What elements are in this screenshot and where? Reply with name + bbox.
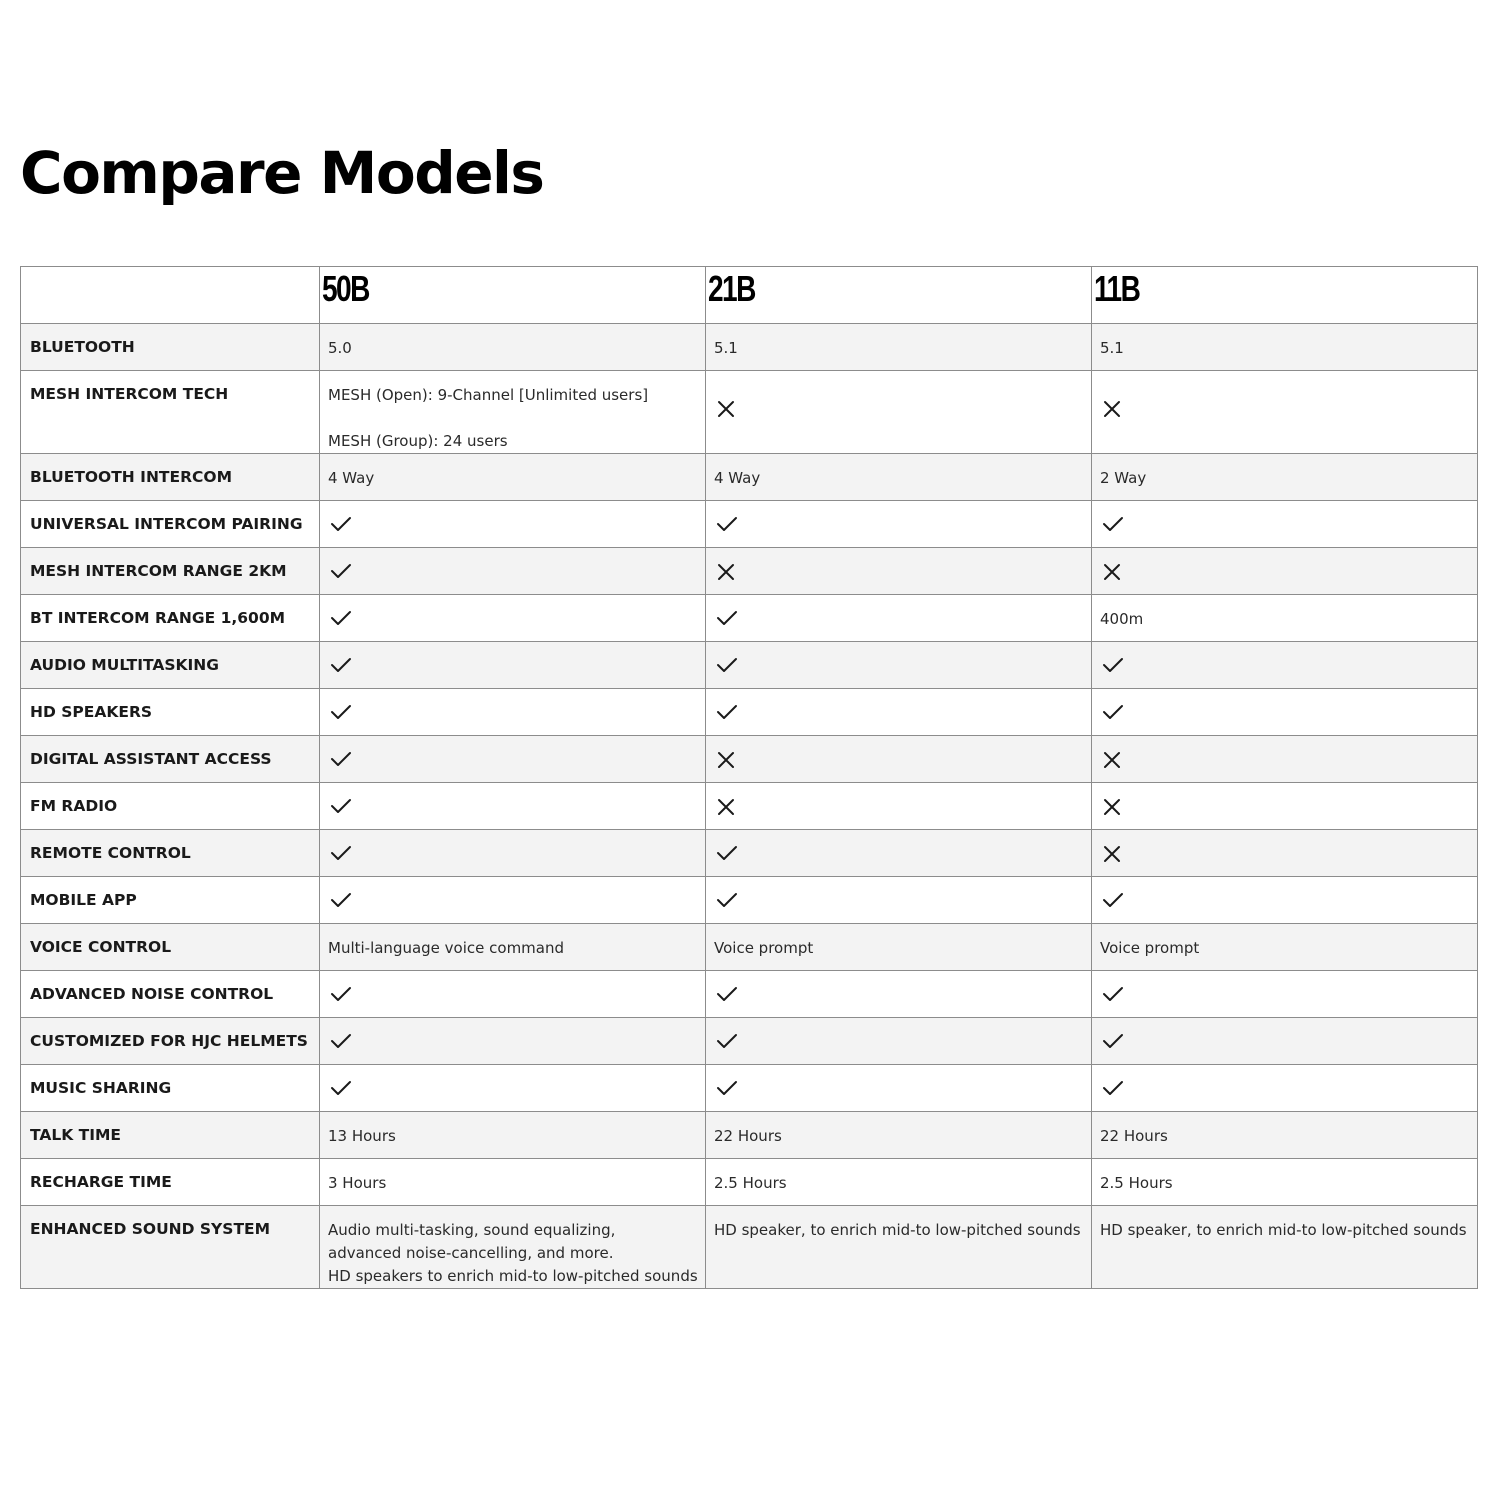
value-cell	[706, 1159, 1092, 1206]
value-cell	[1092, 324, 1478, 371]
value-cell	[1092, 924, 1478, 971]
value-text: 5.1	[1100, 339, 1124, 357]
feature-label: HD SPEAKERS	[30, 703, 153, 721]
value-cell	[1092, 1065, 1478, 1112]
value-cell	[706, 1018, 1092, 1065]
check-mark	[1092, 642, 1477, 674]
feature-cell	[21, 1206, 320, 1289]
value-text: HD speaker, to enrich mid-to low-pitched sounds	[714, 1221, 1081, 1239]
check-icon	[716, 609, 738, 627]
check-icon	[1102, 656, 1124, 674]
check-mark	[320, 1065, 705, 1097]
check-icon	[1102, 891, 1124, 909]
value-text: HD speaker, to enrich mid-to low-pitched sounds	[1100, 1221, 1467, 1239]
feature-label: MESH INTERCOM TECH	[30, 385, 229, 403]
feature-label: BLUETOOTH	[30, 338, 135, 356]
value-cell	[1092, 689, 1478, 736]
check-icon	[330, 750, 352, 768]
check-icon	[716, 1032, 738, 1050]
table-row	[21, 689, 1478, 736]
page-title: Compare Models	[20, 139, 544, 207]
value-cell	[320, 971, 706, 1018]
feature-cell	[21, 371, 320, 454]
value-cell	[1092, 1159, 1478, 1206]
value-text: 5.1	[714, 339, 738, 357]
feature-cell	[21, 1065, 320, 1112]
check-icon	[330, 1079, 352, 1097]
check-mark	[320, 971, 705, 1003]
check-mark	[706, 971, 1091, 1003]
table-row	[21, 642, 1478, 689]
model-header-cell	[320, 267, 706, 324]
feature-cell	[21, 1112, 320, 1159]
value-text: Audio multi-tasking, sound equalizing, advanced noise-cancelling, and more. HD speakers to enrich mid-to low-pitched sounds	[328, 1221, 698, 1285]
table-row	[21, 783, 1478, 830]
comparison-table	[20, 266, 1478, 1289]
feature-cell	[21, 971, 320, 1018]
table-row	[21, 548, 1478, 595]
value-text: Multi-language voice command	[328, 939, 565, 957]
check-icon	[716, 703, 738, 721]
feature-label: MESH INTERCOM RANGE 2KM	[30, 562, 287, 580]
check-mark	[1092, 1065, 1477, 1097]
value-text: 2.5 Hours	[714, 1174, 787, 1192]
value-cell	[320, 1112, 706, 1159]
value-cell	[1092, 548, 1478, 595]
value-cell	[706, 371, 1092, 454]
cross-mark	[1092, 371, 1477, 419]
table-row	[21, 324, 1478, 371]
value-cell	[320, 1018, 706, 1065]
table-row	[21, 736, 1478, 783]
header-row	[21, 267, 1478, 324]
check-icon	[330, 844, 352, 862]
value-cell	[1092, 595, 1478, 642]
feature-label: BT INTERCOM RANGE 1,600M	[30, 609, 286, 627]
value-text: MESH (Open): 9-Channel [Unlimited users] MESH (Group): 24 users	[328, 386, 649, 450]
feature-cell	[21, 548, 320, 595]
table-row	[21, 924, 1478, 971]
value-cell	[320, 548, 706, 595]
feature-label: MOBILE APP	[30, 891, 137, 909]
check-mark	[320, 689, 705, 721]
feature-label: CUSTOMIZED FOR HJC HELMETS	[30, 1032, 308, 1050]
cross-mark	[1092, 548, 1477, 582]
feature-cell	[21, 1018, 320, 1065]
value-cell	[706, 689, 1092, 736]
value-text: Voice prompt	[714, 939, 814, 957]
value-cell	[706, 1065, 1092, 1112]
cross-mark	[706, 371, 1091, 419]
feature-cell	[21, 877, 320, 924]
feature-cell	[21, 689, 320, 736]
table-row	[21, 971, 1478, 1018]
value-text: 2.5 Hours	[1100, 1174, 1173, 1192]
value-cell	[706, 548, 1092, 595]
value-cell	[1092, 454, 1478, 501]
check-mark	[1092, 689, 1477, 721]
value-cell	[706, 736, 1092, 783]
feature-cell	[21, 595, 320, 642]
feature-label: ADVANCED NOISE CONTROL	[30, 985, 274, 1003]
value-cell	[1092, 877, 1478, 924]
check-icon	[330, 985, 352, 1003]
value-cell	[706, 501, 1092, 548]
feature-cell	[21, 501, 320, 548]
check-icon	[716, 844, 738, 862]
value-text: 22 Hours	[714, 1127, 782, 1145]
check-mark	[706, 501, 1091, 533]
value-cell	[320, 642, 706, 689]
cross-icon	[716, 399, 736, 419]
check-icon	[330, 703, 352, 721]
feature-label: MUSIC SHARING	[30, 1079, 172, 1097]
cross-icon	[1102, 797, 1122, 817]
check-icon	[716, 1079, 738, 1097]
cross-mark	[1092, 830, 1477, 864]
value-text: 3 Hours	[328, 1174, 387, 1192]
value-cell	[1092, 971, 1478, 1018]
value-cell	[706, 877, 1092, 924]
value-cell	[320, 783, 706, 830]
value-cell	[320, 877, 706, 924]
check-mark	[1092, 501, 1477, 533]
cross-icon	[716, 562, 736, 582]
value-cell	[320, 830, 706, 877]
check-icon	[1102, 703, 1124, 721]
value-cell	[320, 736, 706, 783]
value-cell	[706, 830, 1092, 877]
feature-cell	[21, 1159, 320, 1206]
table-row	[21, 595, 1478, 642]
check-icon	[1102, 1079, 1124, 1097]
feature-label: UNIVERSAL INTERCOM PAIRING	[30, 515, 303, 533]
table-row	[21, 454, 1478, 501]
table-row	[21, 877, 1478, 924]
value-cell	[1092, 1018, 1478, 1065]
check-icon	[716, 985, 738, 1003]
feature-cell	[21, 642, 320, 689]
cross-mark	[1092, 736, 1477, 770]
table-row	[21, 501, 1478, 548]
model-header-cell	[1092, 267, 1478, 324]
value-cell	[320, 1065, 706, 1112]
value-cell	[320, 689, 706, 736]
value-cell	[320, 454, 706, 501]
value-cell	[320, 1159, 706, 1206]
check-mark	[706, 689, 1091, 721]
cross-icon	[716, 797, 736, 817]
check-mark	[320, 783, 705, 815]
check-mark	[706, 1018, 1091, 1050]
check-mark	[706, 830, 1091, 862]
feature-label: REMOTE CONTROL	[30, 844, 191, 862]
table-row	[21, 1018, 1478, 1065]
feature-label: ENHANCED SOUND SYSTEM	[30, 1220, 271, 1238]
check-icon	[330, 1032, 352, 1050]
check-icon	[1102, 1032, 1124, 1050]
cross-mark	[706, 548, 1091, 582]
value-cell	[1092, 501, 1478, 548]
value-text: 2 Way	[1100, 469, 1147, 487]
value-cell	[706, 783, 1092, 830]
feature-label: AUDIO MULTITASKING	[30, 656, 219, 674]
model-name: 21B	[708, 268, 755, 309]
feature-label: RECHARGE TIME	[30, 1173, 172, 1191]
value-text: 4 Way	[714, 469, 761, 487]
check-mark	[1092, 877, 1477, 909]
value-cell	[706, 595, 1092, 642]
feature-cell	[21, 783, 320, 830]
table-row	[21, 830, 1478, 877]
check-mark	[1092, 971, 1477, 1003]
feature-cell	[21, 736, 320, 783]
value-cell	[706, 924, 1092, 971]
check-icon	[716, 656, 738, 674]
model-header-cell	[706, 267, 1092, 324]
value-cell	[1092, 1112, 1478, 1159]
value-cell	[1092, 783, 1478, 830]
table-row	[21, 1206, 1478, 1289]
value-cell	[320, 501, 706, 548]
header-corner-cell	[21, 267, 320, 324]
model-name: 11B	[1094, 268, 1140, 309]
value-cell	[1092, 371, 1478, 454]
check-icon	[330, 656, 352, 674]
check-mark	[320, 736, 705, 768]
feature-label: DIGITAL ASSISTANT ACCESS	[30, 750, 272, 768]
check-mark	[1092, 1018, 1477, 1050]
check-mark	[320, 501, 705, 533]
cross-mark	[706, 783, 1091, 817]
model-name: 50B	[322, 268, 369, 309]
check-icon	[330, 797, 352, 815]
check-mark	[706, 877, 1091, 909]
check-mark	[706, 595, 1091, 627]
check-icon	[330, 562, 352, 580]
check-mark	[320, 877, 705, 909]
feature-label: FM RADIO	[30, 797, 118, 815]
value-text: 22 Hours	[1100, 1127, 1168, 1145]
feature-label: TALK TIME	[30, 1126, 122, 1144]
value-cell	[706, 454, 1092, 501]
value-text: 13 Hours	[328, 1127, 396, 1145]
value-cell	[706, 324, 1092, 371]
cross-icon	[1102, 562, 1122, 582]
check-icon	[330, 515, 352, 533]
value-cell	[1092, 642, 1478, 689]
check-icon	[330, 609, 352, 627]
value-cell	[706, 642, 1092, 689]
feature-label: BLUETOOTH INTERCOM	[30, 468, 232, 486]
value-cell	[706, 1112, 1092, 1159]
cross-mark	[706, 736, 1091, 770]
value-text: 5.0	[328, 339, 352, 357]
value-cell	[320, 595, 706, 642]
value-text: Voice prompt	[1100, 939, 1200, 957]
cross-icon	[1102, 750, 1122, 770]
value-cell	[320, 371, 706, 454]
check-mark	[320, 642, 705, 674]
check-icon	[1102, 515, 1124, 533]
table-row	[21, 371, 1478, 454]
feature-cell	[21, 454, 320, 501]
feature-cell	[21, 830, 320, 877]
check-mark	[320, 830, 705, 862]
value-cell	[1092, 1206, 1478, 1289]
feature-cell	[21, 924, 320, 971]
value-cell	[1092, 736, 1478, 783]
check-mark	[706, 642, 1091, 674]
feature-cell	[21, 324, 320, 371]
check-icon	[716, 515, 738, 533]
value-text: 400m	[1100, 610, 1144, 628]
cross-mark	[1092, 783, 1477, 817]
value-cell	[320, 924, 706, 971]
check-mark	[320, 1018, 705, 1050]
value-cell	[320, 1206, 706, 1289]
check-icon	[1102, 985, 1124, 1003]
value-cell	[706, 1206, 1092, 1289]
value-cell	[320, 324, 706, 371]
check-mark	[320, 548, 705, 580]
cross-icon	[1102, 844, 1122, 864]
value-text: 4 Way	[328, 469, 375, 487]
feature-label: VOICE CONTROL	[30, 938, 172, 956]
check-icon	[716, 891, 738, 909]
check-icon	[330, 891, 352, 909]
check-mark	[320, 595, 705, 627]
value-cell	[1092, 830, 1478, 877]
table-row	[21, 1159, 1478, 1206]
cross-icon	[1102, 399, 1122, 419]
table-row	[21, 1065, 1478, 1112]
check-mark	[706, 1065, 1091, 1097]
cross-icon	[716, 750, 736, 770]
value-cell	[706, 971, 1092, 1018]
table-row	[21, 1112, 1478, 1159]
